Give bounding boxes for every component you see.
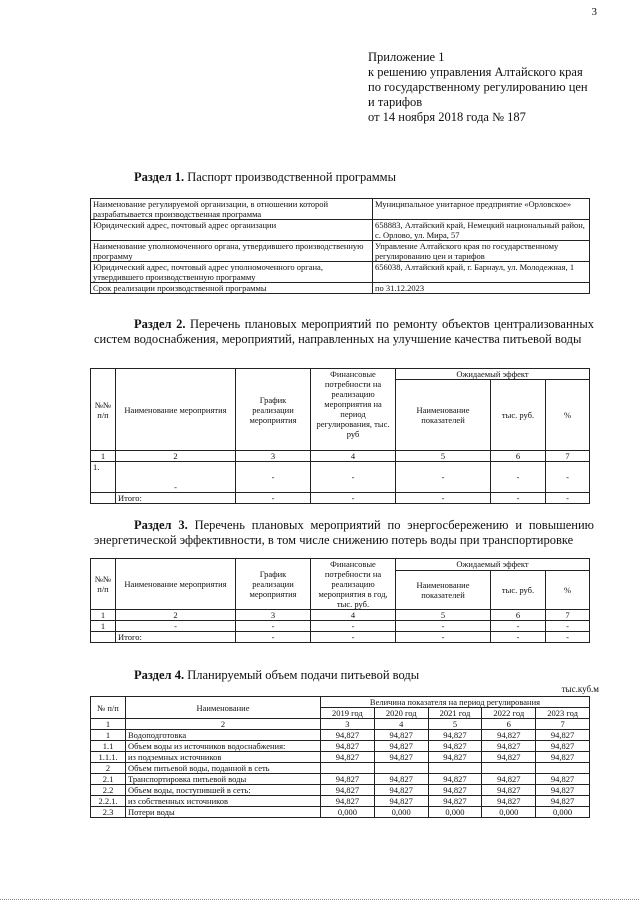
col-number: 6 [491, 610, 546, 621]
cell: - [311, 462, 396, 493]
cell: - [396, 493, 491, 504]
total-label: Итого: [116, 493, 236, 504]
value-cell: 94,827 [482, 785, 536, 796]
table-row [91, 199, 590, 220]
table-row [91, 451, 590, 462]
cell: - [491, 632, 546, 643]
passport-key: Юридический адрес, почтовый адрес уполномоченного органа, утвердившего производственную программу [91, 262, 373, 283]
header-effect: Ожидаемый эффект [396, 559, 590, 571]
col-number: 3 [236, 610, 311, 621]
cell: - [311, 493, 396, 504]
value-cell: 94,827 [374, 730, 428, 741]
cell: - [236, 493, 311, 504]
row-num: 2.1 [91, 774, 126, 785]
section4-table [90, 696, 590, 818]
passport-key: Юридический адрес, почтовый адрес организации [91, 220, 373, 241]
passport-key: Срок реализации производственной программы [91, 283, 373, 294]
row-num: 1 [91, 621, 116, 632]
header-year: 2021 год [428, 708, 482, 719]
value-cell: 94,827 [482, 796, 536, 807]
value-cell: 94,827 [374, 796, 428, 807]
table-row [91, 763, 590, 774]
table-row [91, 262, 590, 283]
passport-value: 658883, Алтайский край, Немецкий национальный район, с. Орлово, ул. Мира, 57 [373, 220, 590, 241]
header-num: №№ п/п [91, 559, 116, 610]
value-cell: 0,000 [321, 807, 375, 818]
section4-title: Раздел 4. Планируемый объем подачи питьевой воды [134, 668, 420, 682]
col-number: 5 [396, 451, 491, 462]
row-num: 2.3 [91, 807, 126, 818]
row-num: 1.1.1. [91, 752, 126, 763]
page-number: 3 [591, 6, 597, 18]
table-row [91, 493, 590, 504]
page-bottom-edge [0, 899, 639, 900]
table-row [91, 283, 590, 294]
row-name: из собственных источников [126, 796, 321, 807]
header-schedule: График реализации мероприятия [236, 559, 311, 610]
appendix-line: от 14 ноября 2018 года № 187 [368, 110, 526, 124]
cell: - [116, 462, 236, 493]
table-row [91, 719, 590, 730]
table-row [91, 796, 590, 807]
col-number: 3 [236, 451, 311, 462]
row-name: Потери воды [126, 807, 321, 818]
cell: - [546, 462, 590, 493]
value-cell: 94,827 [374, 785, 428, 796]
table-row [91, 752, 590, 763]
section3-title: Раздел 3. Перечень плановых мероприятий по энергосбережению и повышению энергетической эффективности, в том числе снижению потерь воды при транспортировке [94, 518, 594, 547]
value-cell: 94,827 [321, 785, 375, 796]
header-schedule: График реализации мероприятия [236, 369, 311, 451]
header-num: №№ п/п [91, 369, 116, 451]
table-row [91, 697, 590, 708]
value-cell: 94,827 [321, 752, 375, 763]
appendix-line: по государственному регулированию цен [368, 80, 588, 94]
cell: - [311, 632, 396, 643]
header-thous: тыс. руб. [491, 571, 546, 610]
col-number: 4 [311, 451, 396, 462]
value-cell: 94,827 [536, 785, 590, 796]
row-num: 1.1 [91, 741, 126, 752]
header-finance: Финансовые потребности на реализацию мероприятия в год, тыс. руб. [311, 559, 396, 610]
col-number: 7 [536, 719, 590, 730]
row-num: 2.2 [91, 785, 126, 796]
value-cell: 94,827 [482, 730, 536, 741]
cell: - [236, 632, 311, 643]
value-cell: 94,827 [374, 774, 428, 785]
row-name: Транспортировка питьевой воды [126, 774, 321, 785]
row-num: 2.2.1. [91, 796, 126, 807]
col-number: 1 [91, 610, 116, 621]
cell: - [236, 462, 311, 493]
table-row [91, 621, 590, 632]
header-year: 2019 год [321, 708, 375, 719]
header-num: № п/п [91, 697, 126, 719]
value-cell: 0,000 [482, 807, 536, 818]
row-name: из подземных источников [126, 752, 321, 763]
value-cell: 94,827 [482, 752, 536, 763]
total-label: Итого: [116, 632, 236, 643]
col-number: 6 [482, 719, 536, 730]
cell: - [546, 621, 590, 632]
row-name: Водоподготовка [126, 730, 321, 741]
value-cell: 94,827 [428, 785, 482, 796]
value-cell: 94,827 [536, 774, 590, 785]
col-number: 4 [374, 719, 428, 730]
passport-key: Наименование регулируемой организации, в отношении которой разрабатывается производственная программа [91, 199, 373, 220]
value-cell: 94,827 [374, 741, 428, 752]
value-cell: 94,827 [321, 730, 375, 741]
value-cell [482, 763, 536, 774]
header-percent: % [546, 380, 590, 451]
col-number: 5 [396, 610, 491, 621]
table-row [91, 369, 590, 380]
table-row [91, 241, 590, 262]
value-cell [374, 763, 428, 774]
cell: - [546, 632, 590, 643]
value-cell [428, 763, 482, 774]
value-cell: 94,827 [536, 796, 590, 807]
table-row [91, 807, 590, 818]
section1-title: Раздел 1. Паспорт производственной программы [134, 170, 396, 184]
value-cell: 94,827 [482, 741, 536, 752]
header-percent: % [546, 571, 590, 610]
table-row [91, 559, 590, 571]
value-cell: 0,000 [428, 807, 482, 818]
header-year: 2020 год [374, 708, 428, 719]
row-num: 2 [91, 763, 126, 774]
table-row [91, 220, 590, 241]
col-number: 4 [311, 610, 396, 621]
appendix-line: и тарифов [368, 95, 423, 109]
cell: - [546, 493, 590, 504]
col-number: 5 [428, 719, 482, 730]
header-name: Наименование мероприятия [116, 559, 236, 610]
section2-table [90, 368, 590, 504]
value-cell: 94,827 [374, 752, 428, 763]
cell: - [236, 621, 311, 632]
passport-value: 656038, Алтайский край, г. Барнаул, ул. Молодежная, 1 [373, 262, 590, 283]
value-cell [536, 763, 590, 774]
value-cell: 94,827 [321, 796, 375, 807]
table-row [91, 610, 590, 621]
cell: - [311, 621, 396, 632]
cell: - [396, 632, 491, 643]
header-thous: тыс. руб. [491, 380, 546, 451]
col-number: 2 [116, 451, 236, 462]
appendix-line: Приложение 1 [368, 50, 445, 64]
row-name: Объем питьевой воды, поданной в сеть [126, 763, 321, 774]
row-name: Объем воды, поступившей в сеть: [126, 785, 321, 796]
section4-body [91, 730, 590, 818]
cell: - [116, 621, 236, 632]
passport-key: Наименование уполномоченного органа, утвердившего производственную программу [91, 241, 373, 262]
value-cell: 94,827 [428, 752, 482, 763]
col-number: 3 [321, 719, 375, 730]
col-number: 2 [116, 610, 236, 621]
header-name: Наименование [126, 697, 321, 719]
value-cell [321, 763, 375, 774]
header-name: Наименование мероприятия [116, 369, 236, 451]
passport-value: Муниципальное унитарное предприятие «Орловское» [373, 199, 590, 220]
col-number: 6 [491, 451, 546, 462]
value-cell: 94,827 [321, 741, 375, 752]
row-num: 1 [91, 730, 126, 741]
value-cell: 94,827 [428, 774, 482, 785]
header-indicator: Наименование показателей [396, 380, 491, 451]
section3-table [90, 558, 590, 643]
value-cell: 0,000 [374, 807, 428, 818]
cell: - [491, 493, 546, 504]
value-cell: 94,827 [428, 741, 482, 752]
table-row [91, 785, 590, 796]
section2-title: Раздел 2. Перечень плановых мероприятий по ремонту объектов централизованных систем водоснабжения, мероприятий, направленных на улучшение качества питьевой воды [94, 317, 594, 346]
appendix-line: к решению управления Алтайского края [368, 65, 583, 79]
table-row [91, 462, 590, 493]
value-cell: 94,827 [428, 796, 482, 807]
unit-label: тыс.куб.м [561, 684, 599, 694]
passport-value: по 31.12.2023 [373, 283, 590, 294]
value-cell: 94,827 [482, 774, 536, 785]
value-cell: 94,827 [536, 730, 590, 741]
col-number: 7 [546, 451, 590, 462]
passport-table [90, 198, 590, 294]
header-effect: Ожидаемый эффект [396, 369, 590, 380]
header-period: Величина показателя на период регулирования [321, 697, 590, 708]
cell: - [491, 621, 546, 632]
col-number: 2 [126, 719, 321, 730]
col-number: 1 [91, 719, 126, 730]
passport-value: Управление Алтайского края по государственному регулированию цен и тарифов [373, 241, 590, 262]
cell: - [491, 462, 546, 493]
header-year: 2022 год [482, 708, 536, 719]
header-finance: Финансовые потребности на реализацию мероприятия на период регулирования, тыс. руб [311, 369, 396, 451]
value-cell: 94,827 [536, 752, 590, 763]
table-row [91, 632, 590, 643]
cell: - [396, 462, 491, 493]
value-cell: 94,827 [428, 730, 482, 741]
header-indicator: Наименование показателей [396, 571, 491, 610]
row-num: 1. [91, 462, 116, 493]
col-number: 7 [546, 610, 590, 621]
value-cell: 94,827 [321, 774, 375, 785]
table-row [91, 730, 590, 741]
appendix-header [368, 50, 588, 125]
header-year: 2023 год [536, 708, 590, 719]
cell: - [396, 621, 491, 632]
value-cell: 0,000 [536, 807, 590, 818]
table-row [91, 741, 590, 752]
col-number: 1 [91, 451, 116, 462]
value-cell: 94,827 [536, 741, 590, 752]
row-name: Объем воды из источников водоснабжения: [126, 741, 321, 752]
table-row [91, 774, 590, 785]
